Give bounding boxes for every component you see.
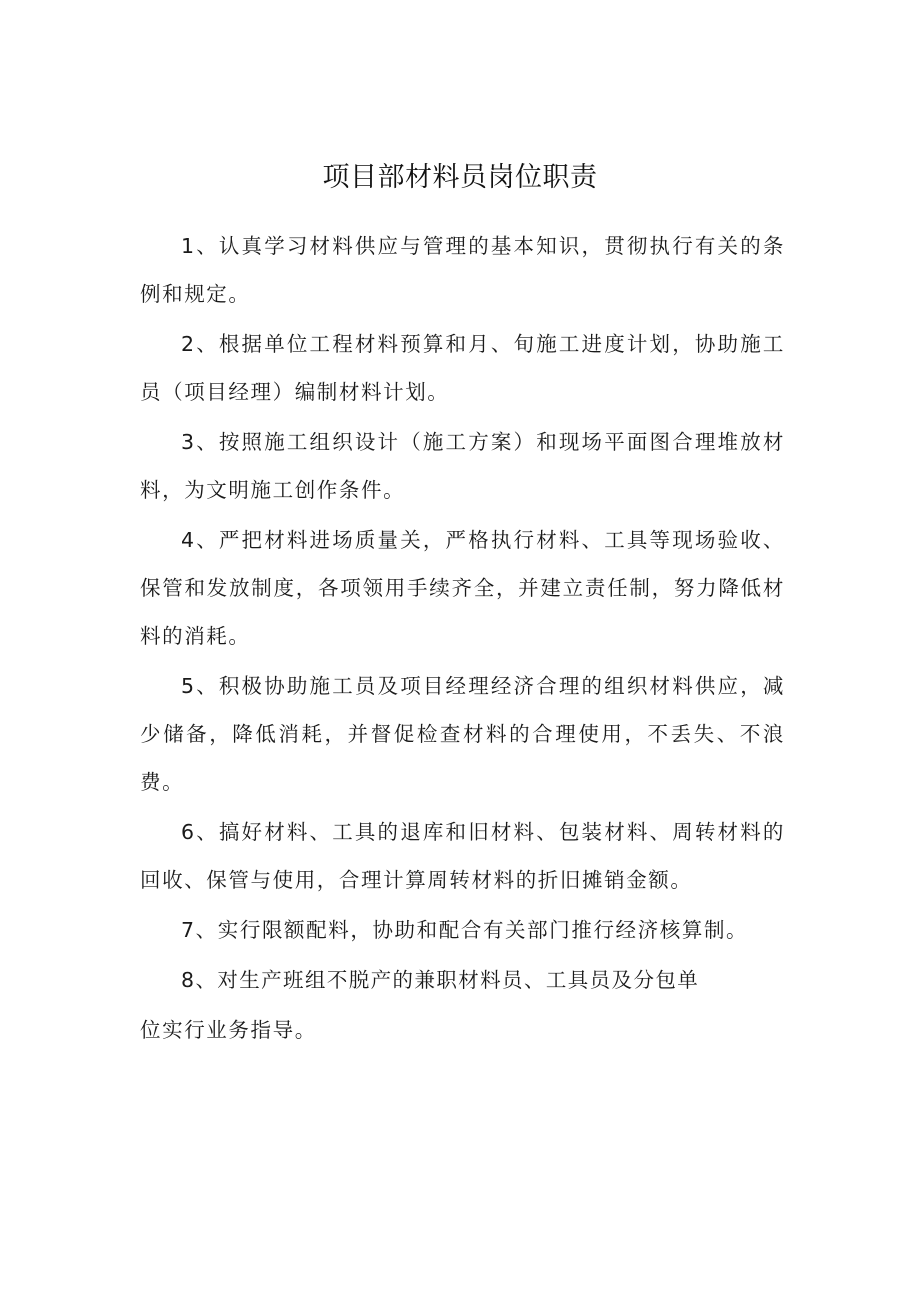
paragraph-6: 6、搞好材料、工具的退库和旧材料、包装材料、周转材料的回收、保管与使用，合理计算周转材料的折旧摊销金额。 — [140, 820, 785, 892]
document-body — [140, 222, 785, 1054]
document-title: 项目部材料员岗位职责 — [322, 162, 598, 193]
paragraph-2: 2、根据单位工程材料预算和月、旬施工进度计划，协助施工员（项目经理）编制材料计划。 — [140, 332, 785, 404]
paragraph-5: 5、积极协助施工员及项目经理经济合理的组织材料供应，减少储备，降低消耗，并督促检查材料的合理使用，不丢失、不浪费。 — [140, 674, 785, 794]
paragraph-8-line-2: 位实行业务指导。 — [140, 1018, 317, 1042]
paragraph-1: 1、认真学习材料供应与管理的基本知识，贯彻执行有关的条例和规定。 — [140, 234, 785, 306]
paragraph-4: 4、严把材料进场质量关，严格执行材料、工具等现场验收、保管和发放制度，各项领用手续齐全，并建立责任制，努力降低材料的消耗。 — [140, 528, 785, 648]
paragraph-8-line-1: 8、对生产班组不脱产的兼职材料员、工具员及分包单 — [181, 968, 700, 992]
paragraph-7: 7、实行限额配料，协助和配合有关部门推行经济核算制。 — [181, 918, 749, 942]
paragraph-3: 3、按照施工组织设计（施工方案）和现场平面图合理堆放材料，为文明施工创作条件。 — [140, 430, 785, 502]
